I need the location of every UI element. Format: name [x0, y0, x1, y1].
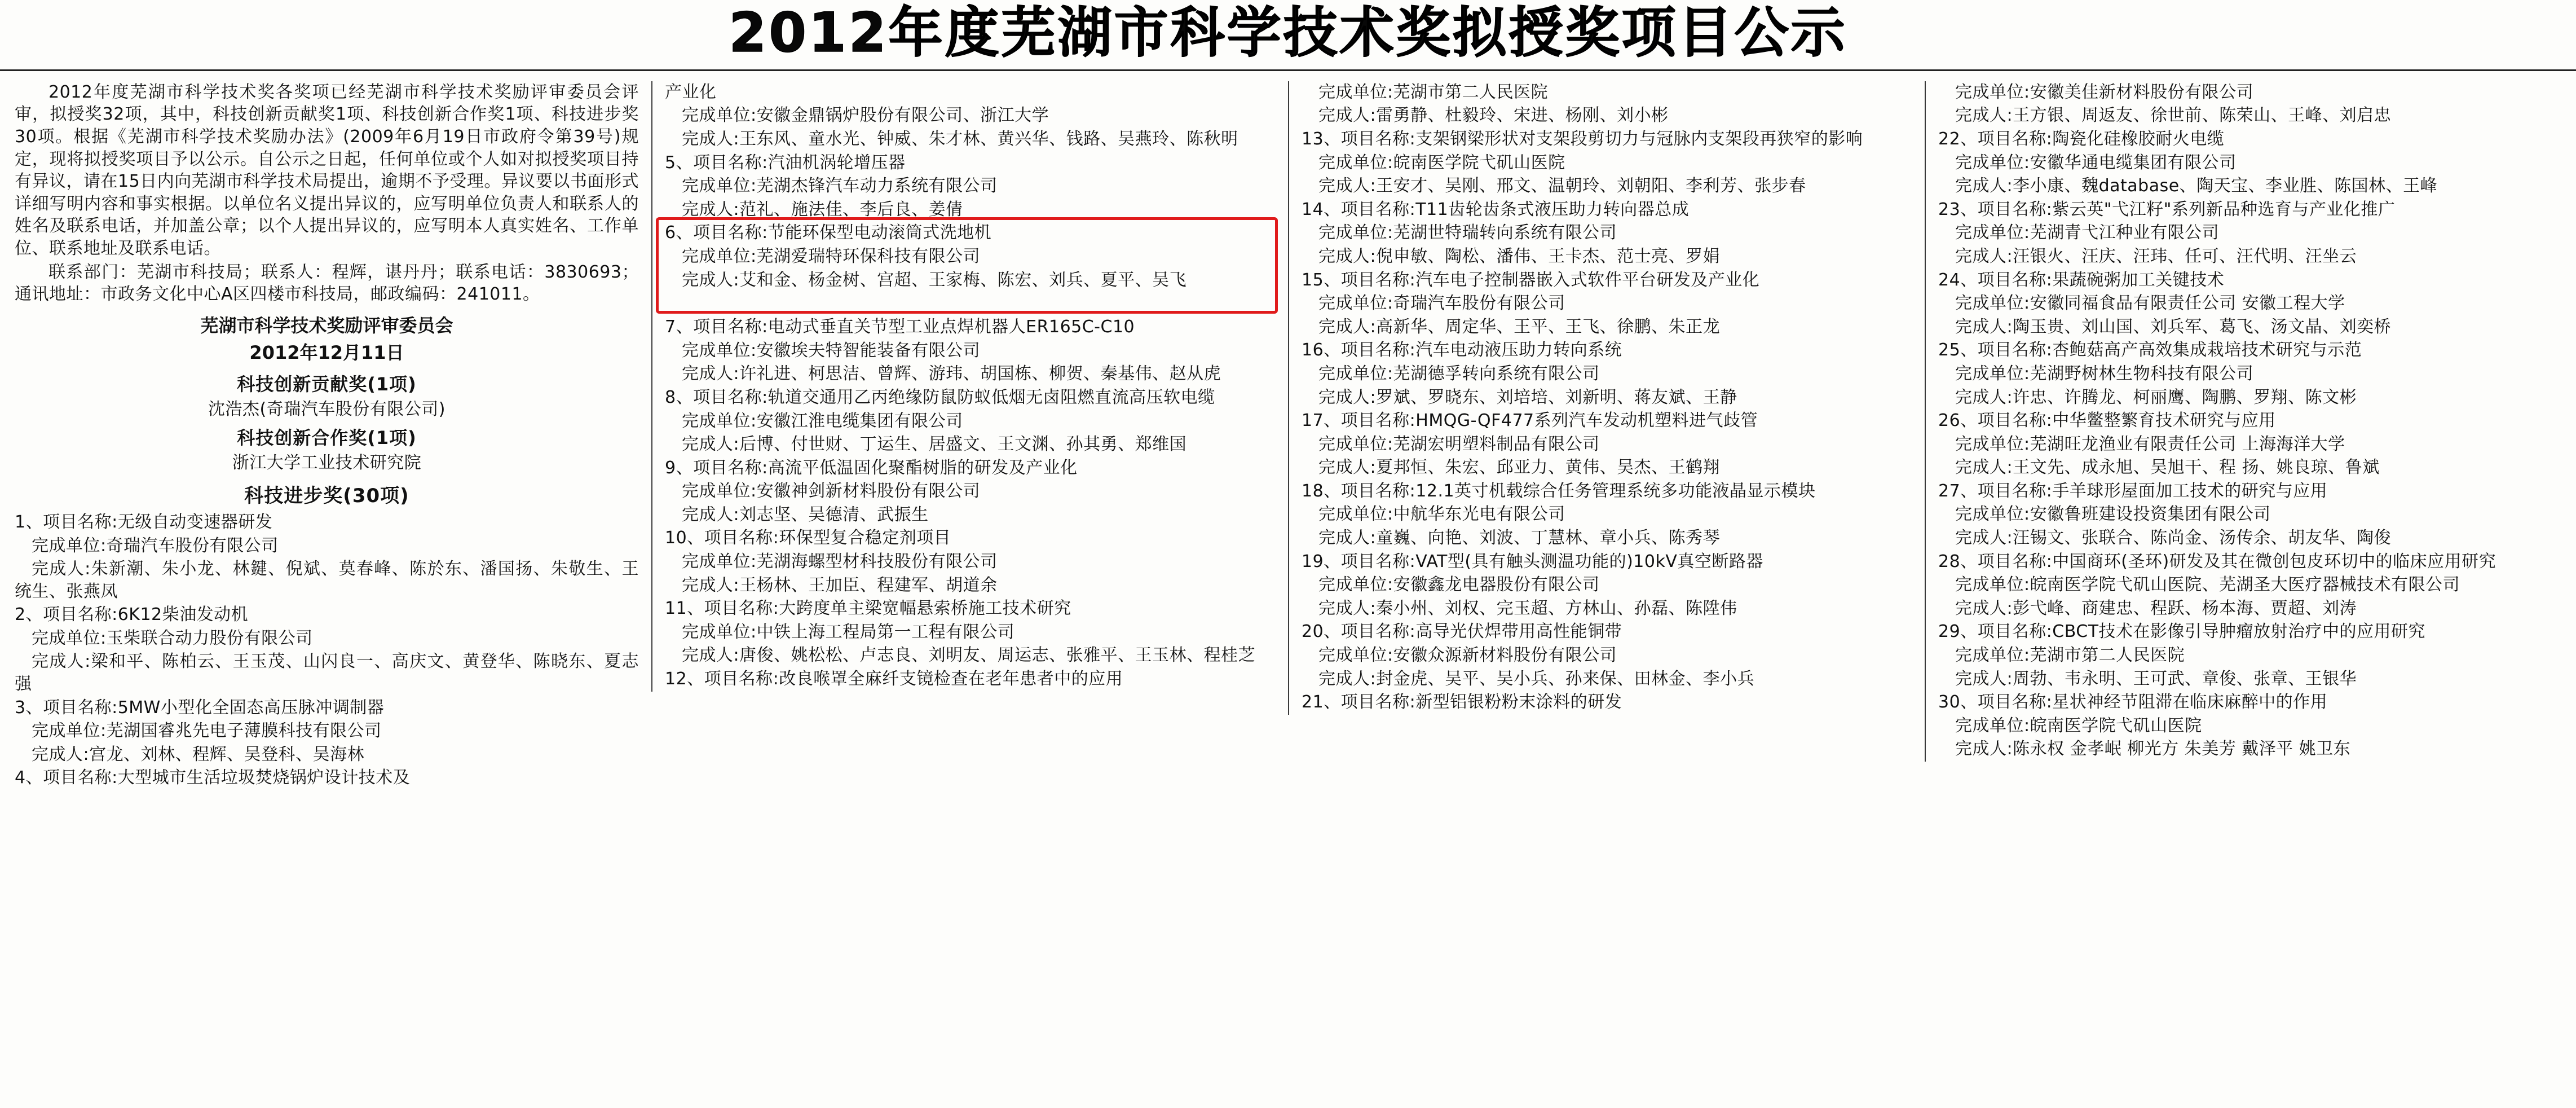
- project-title-3: 3、项目名称:5MW小型化全固态高压脉冲调制器: [15, 697, 385, 718]
- project-unit-9: 完成单位:安徽神剑新材料股份有限公司: [681, 481, 981, 502]
- project-title-16: 16、项目名称:汽车电动液压助力转向系统: [1301, 340, 1622, 360]
- project-title-26: 26、项目名称:中华鳖整繁育技术研究与应用: [1938, 411, 2276, 431]
- project-unit-17: 完成单位:芜湖宏明塑料制品有限公司: [1318, 434, 1600, 454]
- project-unit-24: 完成单位:安徽同福食品有限责任公司 安徽工程大学: [1955, 293, 2345, 314]
- project-people-2: 完成人:梁和平、陈柏云、王玉茂、山闪良一、高庆文、黄登华、陈晓东、夏志强: [15, 652, 639, 694]
- project-people-7: 完成人:许礼进、柯思洁、曾辉、游玮、胡国栋、柳贺、秦基伟、赵从虎: [681, 364, 1221, 384]
- project-title-25: 25、项目名称:杏鲍菇高产高效集成栽培技术研究与示范: [1938, 340, 2362, 360]
- award-winner-innovation-contribution: 沈浩杰(奇瑞汽车股份有限公司): [208, 399, 445, 419]
- project-unit-11: 完成单位:中铁上海工程局第一工程有限公司: [681, 622, 1015, 642]
- project-unit-16: 完成单位:芜湖德孚转向系统有限公司: [1318, 363, 1600, 384]
- project-title-15: 15、项目名称:汽车电子控制器嵌入式软件平台研发及产业化: [1301, 270, 1760, 290]
- award-winner-innovation-cooperation: 浙江大学工业技术研究院: [232, 453, 422, 473]
- project-title-14: 14、项目名称:T11齿轮齿条式液压助力转向器总成: [1301, 199, 1690, 219]
- project-people-13: 完成人:王安才、吴刚、邢文、温朝玲、刘朝阳、李利芳、张步春: [1318, 176, 1806, 196]
- project-title-7: 7、项目名称:电动式垂直关节型工业点焊机器人ER165C-C10: [664, 317, 1135, 337]
- project-unit-18: 完成单位:中航华东光电有限公司: [1318, 504, 1565, 525]
- page-title: 2012年度芜湖市科学技术奖拟授奖项目公示: [729, 1, 1847, 64]
- project-people-26: 完成人:王文先、成永旭、吴旭干、程 扬、姚良琼、鲁斌: [1955, 458, 2380, 478]
- contact-paragraph: 联系部门：芜湖市科技局；联系人：程辉，谌丹丹；联系电话：3830693；通讯地址：市政务文化中心A区四楼市科技局，邮政编码：241011。: [15, 262, 639, 305]
- project-unit-10: 完成单位:芜湖海螺型材科技股份有限公司: [681, 552, 998, 572]
- project-people-28: 完成人:彭弋峰、商建忠、程跃、杨本海、贾超、刘涛: [1955, 598, 2357, 618]
- project-unit-1: 完成单位:奇瑞汽车股份有限公司: [32, 535, 279, 556]
- project-unit-15: 完成单位:奇瑞汽车股份有限公司: [1318, 293, 1565, 314]
- project-unit-30: 完成单位:皖南医学院弋矶山医院: [1955, 715, 2202, 736]
- project-people-19: 完成人:秦小州、刘权、完玉超、方林山、孙磊、陈陞伟: [1318, 598, 1737, 618]
- project-title-29: 29、项目名称:CBCT技术在影像引导肿瘤放射治疗中的应用研究: [1938, 622, 2426, 642]
- project-unit-22: 完成单位:安徽华通电缆集团有限公司: [1955, 152, 2237, 173]
- project-people-16: 完成人:罗斌、罗晓东、刘培培、刘新明、蒋友斌、王静: [1318, 387, 1737, 407]
- project-title-5: 5、项目名称:汽油机涡轮增压器: [664, 152, 906, 173]
- column-2: [651, 81, 1288, 692]
- award-category-progress: 科技进步奖(30项): [244, 484, 409, 507]
- project-unit-3: 完成单位:芜湖国睿兆先电子薄膜科技有限公司: [32, 721, 382, 741]
- project-unit-25: 完成单位:芜湖野树林生物科技有限公司: [1955, 363, 2254, 384]
- project-unit-6: 完成单位:芜湖爱瑞特环保科技有限公司: [681, 246, 981, 266]
- project-unit-4: 完成单位:安徽金鼎锅炉股份有限公司、浙江大学: [681, 105, 1049, 126]
- project-title-11: 11、项目名称:大跨度单主梁宽幅悬索桥施工技术研究: [664, 599, 1071, 619]
- project-title-24: 24、项目名称:果蔬碗粥加工关键技术: [1938, 270, 2225, 290]
- project-unit-29: 完成单位:芜湖市第二人民医院: [1955, 645, 2185, 666]
- project-people-23: 完成人:汪银火、汪庆、汪玮、任可、汪代明、汪坐云: [1955, 246, 2357, 266]
- project-people-29: 完成人:周勃、韦永明、王可武、章俊、张章、王银华: [1955, 669, 2357, 689]
- project-people-15: 完成人:高新华、周定华、王平、王飞、徐鹏、朱正龙: [1318, 316, 1721, 337]
- project-title-13: 13、项目名称:支架钢梁形状对支架段剪切力与冠脉内支架段再狭窄的影响: [1301, 129, 1863, 149]
- notice-paragraph: 2012年度芜湖市科学技术奖各奖项已经芜湖市科学技术奖励评审委员会评审，拟授奖32项，其中，科技创新贡献奖1项、科技创新合作奖1项、科技进步奖30项。根据《芜湖市科学技术奖励办法》(2009年6月19日市政府令第39号)规定，现将拟授奖项目予以公示。自公示之日起，任何单位或个人如对拟授奖项目持有异议，请在15日内向芜湖市科学技术局提出，逾期不予受理。异议要以书面形式详细写明内容和事实根据。以单位名义提出异议的，应写明单位负责人和联系人的姓名及联系电话，并加盖公章；以个人提出异议的，应写明本人真实姓名、工作单位、联系地址及联系电话。: [15, 82, 639, 258]
- project-unit-12: 完成单位:芜湖市第二人民医院: [1318, 82, 1549, 102]
- column-1: [15, 81, 651, 790]
- project-people-22: 完成人:李小康、魏database、陶天宝、李业胜、陈国林、王峰: [1955, 176, 2438, 196]
- award-category-innovation-cooperation: 科技创新合作奖(1项): [237, 427, 417, 449]
- project-people-4: 完成人:王东风、童水光、钟威、朱才林、黄兴华、钱路、吴燕玲、陈秋明: [681, 129, 1238, 149]
- project-title-27: 27、项目名称:手羊球形屋面加工技术的研究与应用: [1938, 481, 2328, 501]
- project-title-22: 22、项目名称:陶瓷化硅橡胶耐火电缆: [1938, 129, 2225, 149]
- project-title-4-cont: 产业化: [664, 82, 717, 102]
- project-title-17: 17、项目名称:HMQG-QF477系列汽车发动机塑料进气歧管: [1301, 411, 1758, 431]
- project-title-30: 30、项目名称:星状神经节阻滞在临床麻醉中的作用: [1938, 692, 2328, 713]
- project-unit-2: 完成单位:玉柴联合动力股份有限公司: [32, 628, 313, 648]
- project-unit-21: 完成单位:安徽美佳新材料股份有限公司: [1955, 82, 2254, 102]
- committee-signature: 芜湖市科学技术奖励评审委员会: [200, 314, 453, 336]
- project-people-8: 完成人:后博、付世财、丁运生、居盛文、王文渊、孙其勇、郑维国: [681, 434, 1187, 455]
- project-unit-27: 完成单位:安徽鲁班建设投资集团有限公司: [1955, 504, 2271, 525]
- project-people-18: 完成人:童巍、向艳、刘波、丁慧林、章小兵、陈秀琴: [1318, 528, 1721, 548]
- project-title-4: 4、项目名称:大型城市生活垃圾焚烧锅炉设计技术及: [15, 768, 411, 788]
- project-people-12: 完成人:雷勇静、杜毅玲、宋进、杨刚、刘小彬: [1318, 105, 1669, 126]
- project-unit-14: 完成单位:芜湖世特瑞转向系统有限公司: [1318, 223, 1617, 243]
- project-unit-20: 完成单位:安徽众源新材料股份有限公司: [1318, 645, 1617, 666]
- project-title-20: 20、项目名称:高导光伏焊带用高性能铜带: [1301, 622, 1622, 642]
- project-people-9: 完成人:刘志坚、吴德清、武振生: [681, 504, 929, 525]
- column-4: [1925, 81, 2561, 762]
- project-unit-19: 完成单位:安徽鑫龙电器股份有限公司: [1318, 575, 1600, 595]
- project-title-9: 9、项目名称:高流平低温固化聚酯树脂的研发及产业化: [664, 458, 1078, 478]
- project-unit-26: 完成单位:芜湖旺龙渔业有限责任公司 上海海洋大学: [1955, 434, 2345, 454]
- project-title-23: 23、项目名称:紫云英"弋江籽"系列新品种选育与产业化推广: [1938, 199, 2396, 219]
- project-people-5: 完成人:范礼、施法佳、李后良、姜倩: [681, 199, 963, 219]
- project-title-6: 6、项目名称:节能环保型电动滚筒式洗地机: [664, 223, 992, 243]
- project-title-1: 1、项目名称:无级自动变速器研发: [15, 512, 273, 532]
- project-people-21: 完成人:王方银、周返友、徐世前、陈荣山、王峰、刘启忠: [1955, 105, 2392, 126]
- project-title-12: 12、项目名称:改良喉罩全麻纤支镜检查在老年患者中的应用: [664, 669, 1123, 689]
- project-title-2: 2、项目名称:6K12柴油发动机: [15, 605, 249, 625]
- highlighted-project-entry: [665, 222, 1276, 291]
- project-people-17: 完成人:夏邦恒、朱宏、邱亚力、黄伟、吴杰、王鹤翔: [1318, 458, 1721, 478]
- project-title-19: 19、项目名称:VAT型(具有触头测温功能的)10kV真空断路器: [1301, 551, 1763, 571]
- project-unit-23: 完成单位:芜湖青弋江种业有限公司: [1955, 223, 2220, 243]
- project-title-18: 18、项目名称:12.1英寸机载综合任务管理系统多功能液晶显示模块: [1301, 481, 1816, 501]
- project-people-27: 完成人:汪锡文、张联合、陈尚金、汤传余、胡友华、陶俊: [1955, 528, 2392, 548]
- project-people-1: 完成人:朱新潮、朱小龙、林鍵、倪斌、莫春峰、陈於东、潘国扬、朱敬生、王统生、张燕凤: [15, 559, 639, 601]
- article-columns: [0, 71, 2576, 790]
- project-people-10: 完成人:王杨林、王加臣、程建军、胡道余: [681, 575, 998, 595]
- project-people-20: 完成人:封金虎、吴平、吴小兵、孙来保、田林金、李小兵: [1318, 669, 1755, 689]
- issue-date: 2012年12月11日: [249, 341, 404, 363]
- project-people-14: 完成人:倪申敏、陶松、潘伟、王卡杰、范士亮、罗娟: [1318, 246, 1721, 266]
- project-people-30: 完成人:陈永权 金孝岷 柳光方 朱美芳 戴泽平 姚卫东: [1955, 739, 2351, 759]
- project-unit-5: 完成单位:芜湖杰锋汽车动力系统有限公司: [681, 176, 998, 196]
- project-people-6: 完成人:艾和金、杨金树、宫超、王家梅、陈宏、刘兵、夏平、吴飞: [681, 270, 1187, 290]
- column-3: [1288, 81, 1925, 715]
- project-title-8: 8、项目名称:轨道交通用乙丙绝缘防鼠防蚁低烟无卤阻燃直流高压软电缆: [664, 387, 1215, 407]
- award-category-innovation-contribution: 科技创新贡献奖(1项): [237, 373, 417, 395]
- project-people-11: 完成人:唐俊、姚松松、卢志良、刘明友、周运志、张雅平、王玉林、程桂芝: [681, 645, 1256, 666]
- project-unit-13: 完成单位:皖南医学院弋矶山医院: [1318, 152, 1565, 173]
- project-unit-7: 完成单位:安徽埃夫特智能装备有限公司: [681, 340, 981, 360]
- project-unit-28: 完成单位:皖南医学院弋矶山医院、芜湖圣大医疗器械技术有限公司: [1955, 575, 2460, 595]
- project-title-28: 28、项目名称:中国商环(圣环)研发及其在微创包皮环切中的临床应用研究: [1938, 551, 2496, 571]
- project-people-3: 完成人:宫龙、刘林、程辉、吴登科、吴海林: [32, 744, 365, 764]
- project-title-21: 21、项目名称:新型铝银粉粉末涂料的研发: [1301, 692, 1622, 713]
- project-people-24: 完成人:陶玉贵、刘山国、刘兵军、葛飞、汤文晶、刘奕桥: [1955, 316, 2392, 337]
- project-people-25: 完成人:许忠、许腾龙、柯丽鹰、陶鹏、罗翔、陈文彬: [1955, 387, 2357, 407]
- project-unit-8: 完成单位:安徽江淮电缆集团有限公司: [681, 411, 963, 431]
- project-title-10: 10、项目名称:环保型复合稳定剂项目: [664, 528, 951, 548]
